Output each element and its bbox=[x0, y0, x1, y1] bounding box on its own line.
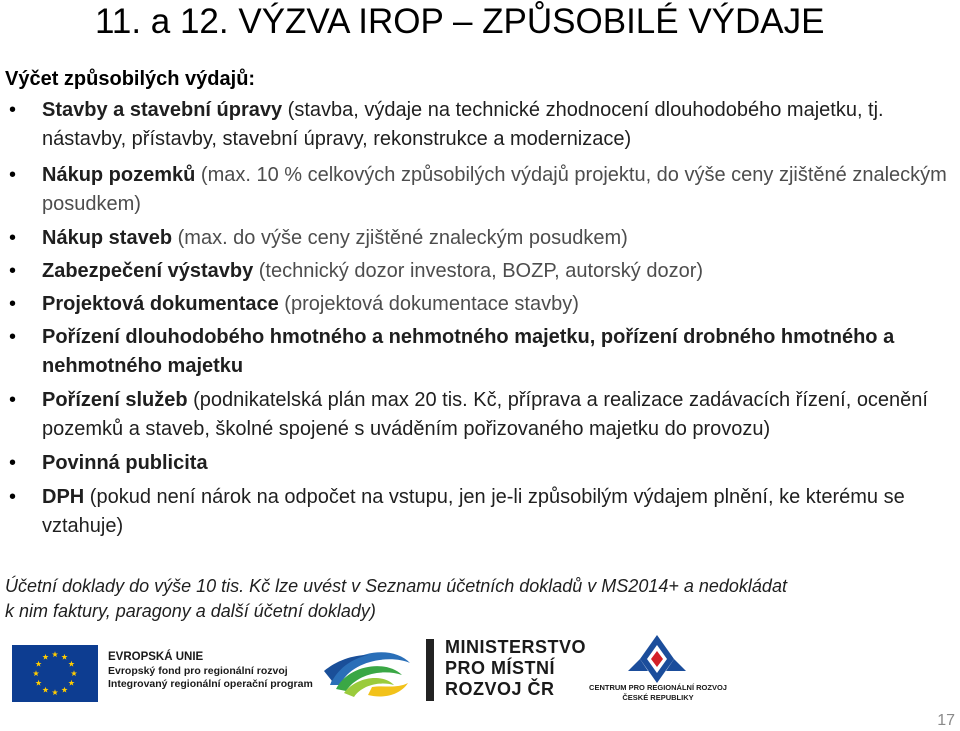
list-item bbox=[0, 161, 960, 219]
list-item bbox=[0, 323, 960, 381]
item-text: (pokud není nárok na odpočet na vstupu, jen je-li způsobilým výdajem plnění, ke kterému se vztahuje) bbox=[42, 486, 905, 537]
item-title: Stavby a stavební úpravy bbox=[42, 99, 283, 121]
list-item bbox=[0, 224, 960, 253]
item-title: Pořízení služeb bbox=[42, 389, 188, 411]
item-text: (technický dozor investora, BOZP, autorský dozor) bbox=[253, 260, 704, 282]
item-text: (stavba, výdaje na technické zhodnocení dlouhodobého majetku, tj. nástavby, přístavby, stavební úpravy, rekonstrukce a modernizace) bbox=[42, 99, 884, 150]
intro-heading: Výčet způsobilých výdajů: bbox=[5, 68, 256, 90]
crr-logo-icon bbox=[620, 635, 694, 683]
eu-programme: Integrovaný regionální operační program bbox=[108, 678, 313, 690]
mmr-flag-icon bbox=[423, 639, 437, 701]
list-item bbox=[0, 483, 960, 541]
item-title: Povinná publicita bbox=[42, 452, 208, 474]
list-item bbox=[0, 290, 960, 319]
item-title: Pořízení dlouhodobého hmotného a nehmotného majetku, pořízení drobného hmotného a nehmotného majetku bbox=[42, 326, 895, 377]
slide-title: 11. a 12. VÝZVA IROP – ZPŮSOBILÉ VÝDAJE bbox=[95, 2, 825, 41]
item-title: Nákup pozemků bbox=[42, 164, 196, 186]
crr-line: ČESKÉ REPUBLIKY bbox=[622, 693, 694, 702]
eligible-costs-list bbox=[0, 96, 960, 547]
eu-name: EVROPSKÁ UNIE bbox=[108, 651, 204, 663]
item-title: DPH bbox=[42, 486, 85, 508]
item-text: (max. do výše ceny zjištěné znaleckým posudkem) bbox=[172, 227, 628, 249]
crr-text bbox=[582, 683, 734, 703]
eu-text bbox=[108, 651, 313, 692]
irop-logo-icon bbox=[322, 641, 416, 703]
item-text: (projektová dokumentace stavby) bbox=[278, 293, 579, 315]
list-item bbox=[0, 386, 960, 444]
item-title: Nákup staveb bbox=[42, 227, 173, 249]
item-title: Projektová dokumentace bbox=[42, 293, 279, 315]
list-item bbox=[0, 96, 960, 154]
item-text: (max. 10 % celkových způsobilých výdajů projektu, do výše ceny zjištěné znaleckým posudkem) bbox=[42, 164, 947, 215]
note-line: k nim faktury, paragony a další účetní doklady) bbox=[5, 601, 376, 621]
note-line: Účetní doklady do výše 10 tis. Kč lze uvést v Seznamu účetních dokladů v MS2014+ a nedokládat bbox=[5, 576, 787, 596]
logo-bar bbox=[0, 633, 960, 708]
item-text: (podnikatelská plán max 20 tis. Kč, příprava a realizace zadávacích řízení, ocenění pozemků a staveb, školné spojené s uváděním pořizovaného majetku do provozu) bbox=[42, 389, 928, 440]
item-title: Zabezpečení výstavby bbox=[42, 260, 254, 282]
mmr-line: PRO MÍSTNÍ bbox=[445, 658, 556, 678]
page-number: 17 bbox=[937, 712, 955, 729]
list-item bbox=[0, 449, 960, 478]
note bbox=[5, 574, 787, 624]
list-item bbox=[0, 257, 960, 286]
eu-flag-icon bbox=[12, 645, 98, 702]
mmr-text bbox=[445, 637, 586, 700]
eu-fund: Evropský fond pro regionální rozvoj bbox=[108, 664, 288, 677]
crr-line: CENTRUM PRO REGIONÁLNÍ ROZVOJ bbox=[589, 683, 727, 692]
mmr-line: ROZVOJ ČR bbox=[445, 679, 555, 699]
mmr-line: MINISTERSTVO bbox=[445, 637, 587, 657]
